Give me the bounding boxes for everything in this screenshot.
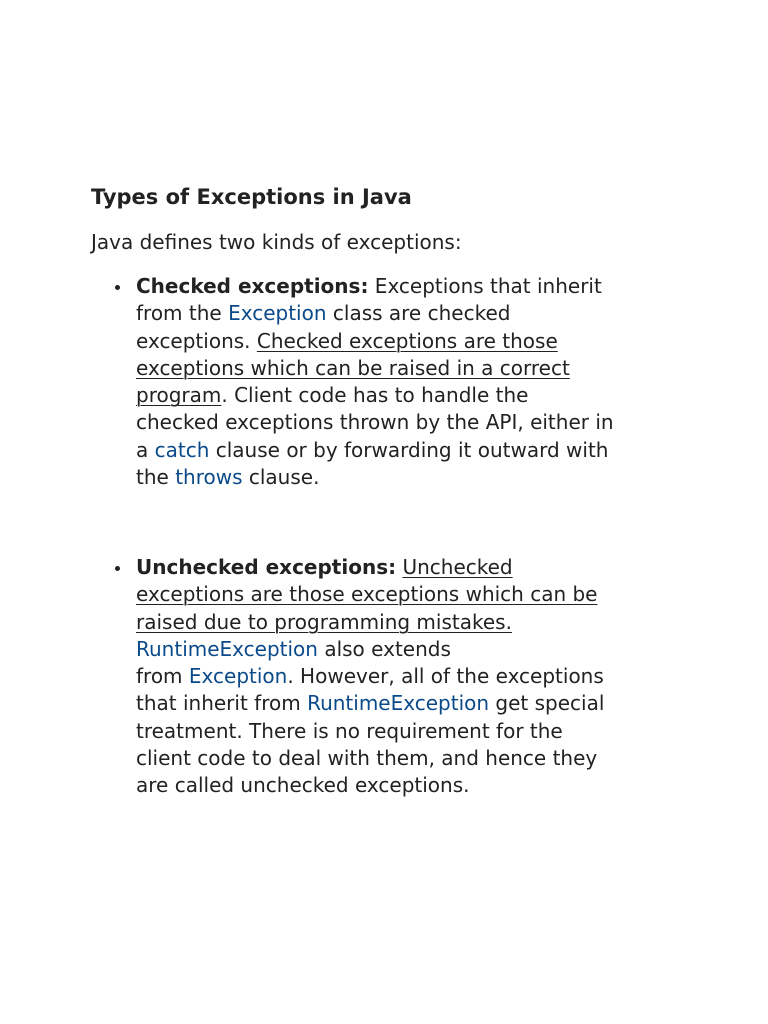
underlined-text: exceptions which can be raised in a correct — [136, 355, 570, 380]
text-segment: from the — [136, 301, 229, 326]
text-segment: . However, all of the exceptions — [287, 664, 604, 689]
underlined-text: exceptions are those exceptions which can be — [136, 582, 598, 607]
code-runtime-exception: RuntimeException — [136, 636, 318, 661]
text-segment: . Client code has to handle the — [221, 383, 529, 408]
text-segment: the — [136, 465, 176, 490]
code-exception: Exception — [228, 301, 327, 326]
text-segment: from — [136, 664, 189, 689]
text-segment: are called unchecked exceptions. — [136, 773, 470, 798]
underlined-text: program — [136, 383, 222, 408]
bullet-icon — [115, 566, 120, 571]
code-runtime-exception: RuntimeException — [307, 691, 490, 716]
bullet-icon — [115, 285, 120, 290]
text-segment: get special — [489, 691, 605, 716]
checked-exceptions-term: Checked exceptions: — [136, 274, 369, 298]
checked-exceptions-text — [136, 273, 696, 491]
list-item-checked-exceptions — [136, 273, 696, 491]
code-throws: throws — [175, 465, 243, 490]
unchecked-exceptions-term: Unchecked exceptions: — [136, 555, 397, 579]
code-catch: catch — [154, 437, 210, 462]
unchecked-exceptions-text — [136, 554, 696, 800]
text-segment: a — [136, 437, 155, 462]
list-item-unchecked-exceptions — [136, 554, 696, 800]
text-segment: also extends — [317, 636, 451, 661]
text-segment: class are checked — [326, 301, 511, 326]
text-segment: Exceptions that inherit — [368, 274, 602, 298]
underlined-text: Unchecked — [402, 555, 513, 579]
text-segment: client code to deal with them, and hence they — [136, 746, 598, 771]
code-exception: Exception — [188, 664, 288, 689]
text-segment: clause. — [242, 465, 320, 490]
text-segment: checked exceptions thrown by the API, either in — [136, 410, 614, 435]
text-segment: clause or by forwarding it outward with — [209, 437, 609, 462]
underlined-text: raised due to programming mistakes. — [136, 609, 512, 634]
page-title: Types of Exceptions in Java — [91, 185, 412, 209]
intro-paragraph: Java defines two kinds of exceptions: — [91, 230, 462, 254]
text-segment: treatment. There is no requirement for the — [136, 718, 563, 743]
underlined-text: Checked exceptions are those — [256, 328, 558, 353]
text-segment: that inherit from — [136, 691, 308, 716]
text-segment: exceptions. — [136, 328, 257, 353]
